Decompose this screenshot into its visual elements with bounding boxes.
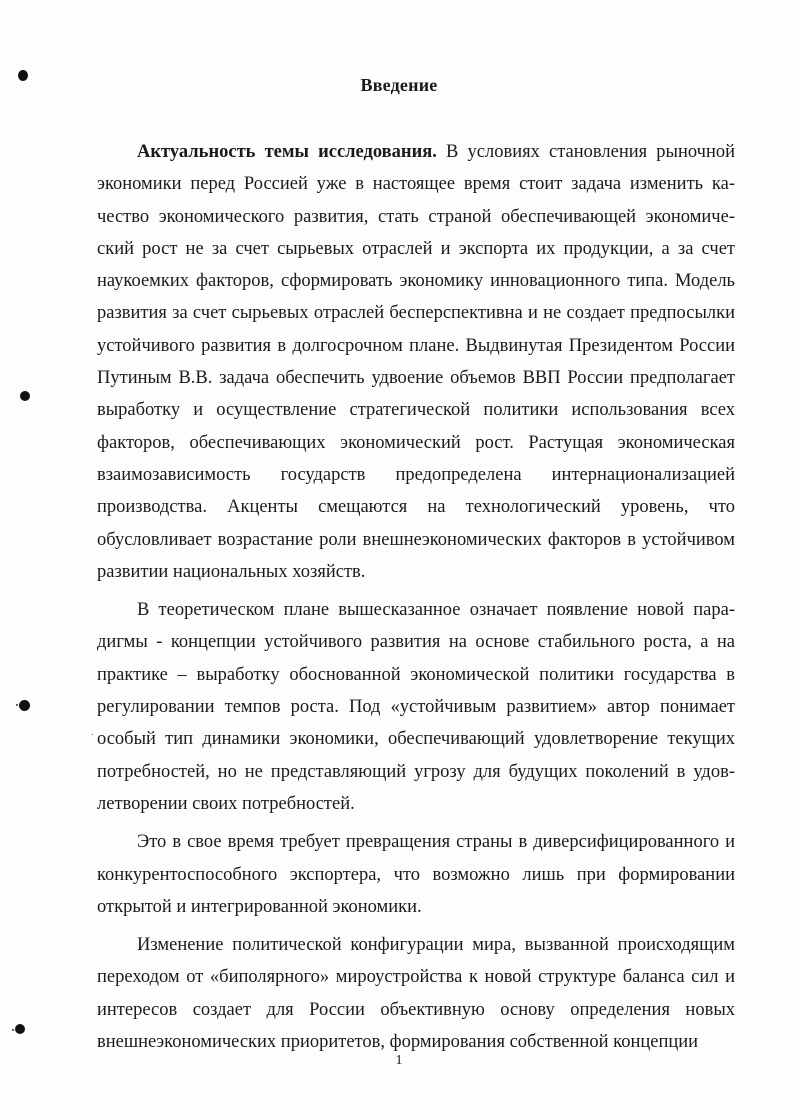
scan-speck (12, 1029, 14, 1031)
paragraph-4 (97, 929, 735, 1058)
paragraph-text: В теоретическом плане вышесказанное означает появление новой парадигмы - концепции устойчивого развития на основе стабильного роста, а на практике – выработку обоснованной экономической политики государства в регулировании темпов роста. Под «устойчивым развитием» автор понимает особый тип динамики экономики, обеспечивающий удовлетворение текущих потребностей, но не представляющий угрозу для будущих поколений в удовлетворении своих потребностей. (97, 600, 735, 814)
body-text (97, 136, 735, 1058)
paragraph-lead: Актуальность темы исследования. (137, 142, 437, 162)
punch-hole-mark (15, 1024, 25, 1034)
paragraph-1 (97, 136, 735, 588)
section-title: Введение (360, 75, 438, 95)
page-number: 1 (395, 1053, 403, 1068)
paragraph-3 (97, 826, 735, 923)
paragraph-2 (97, 594, 735, 820)
paragraph-text: В условиях становления рыночной экономики перед Россией уже в настоящее время стоит задача изменить качество экономического развития, стать страной обеспечивающей экономический рост не за счет сырьевых отраслей и экспорта их продукции, а за счет наукоемких факторов, сформировать экономику инновационного типа. Модель развития за счет сырьевых отраслей бесперспективна и не создает предпосылки устойчивого развития в долгосрочном плане. Выдвинутая Президентом России Путиным В.В. задача обеспечить удвоение объемов ВВП России предполагает выработку и осуществление стратегической политики использования всех факторов, обеспечивающих экономический рост. Растущая экономическая взаимозависимость государств предопределена интернационализацией производства. Акценты смещаются на технологический уровень, что обусловливает возрастание роли внешнеэкономических факторов в устойчивом развитии национальных хозяйств. (97, 142, 735, 582)
scan-speck (92, 734, 93, 735)
paragraph-text: Изменение политической конфигурации мира, вызванной происходящим переходом от «биполярного» мироустройства к новой структуре баланса сил и интересов создает для России объективную основу определения новых внешнеэкономических приоритетов, формирования собственной концепции (97, 935, 735, 1053)
punch-hole-mark (20, 391, 30, 401)
scan-speck (16, 704, 18, 706)
paragraph-text: Это в свое время требует превращения страны в диверсифицированного и конкурентоспособного экспортера, что возможно лишь при формировании открытой и интегрированной экономики. (97, 832, 735, 917)
punch-hole-mark (19, 700, 30, 711)
